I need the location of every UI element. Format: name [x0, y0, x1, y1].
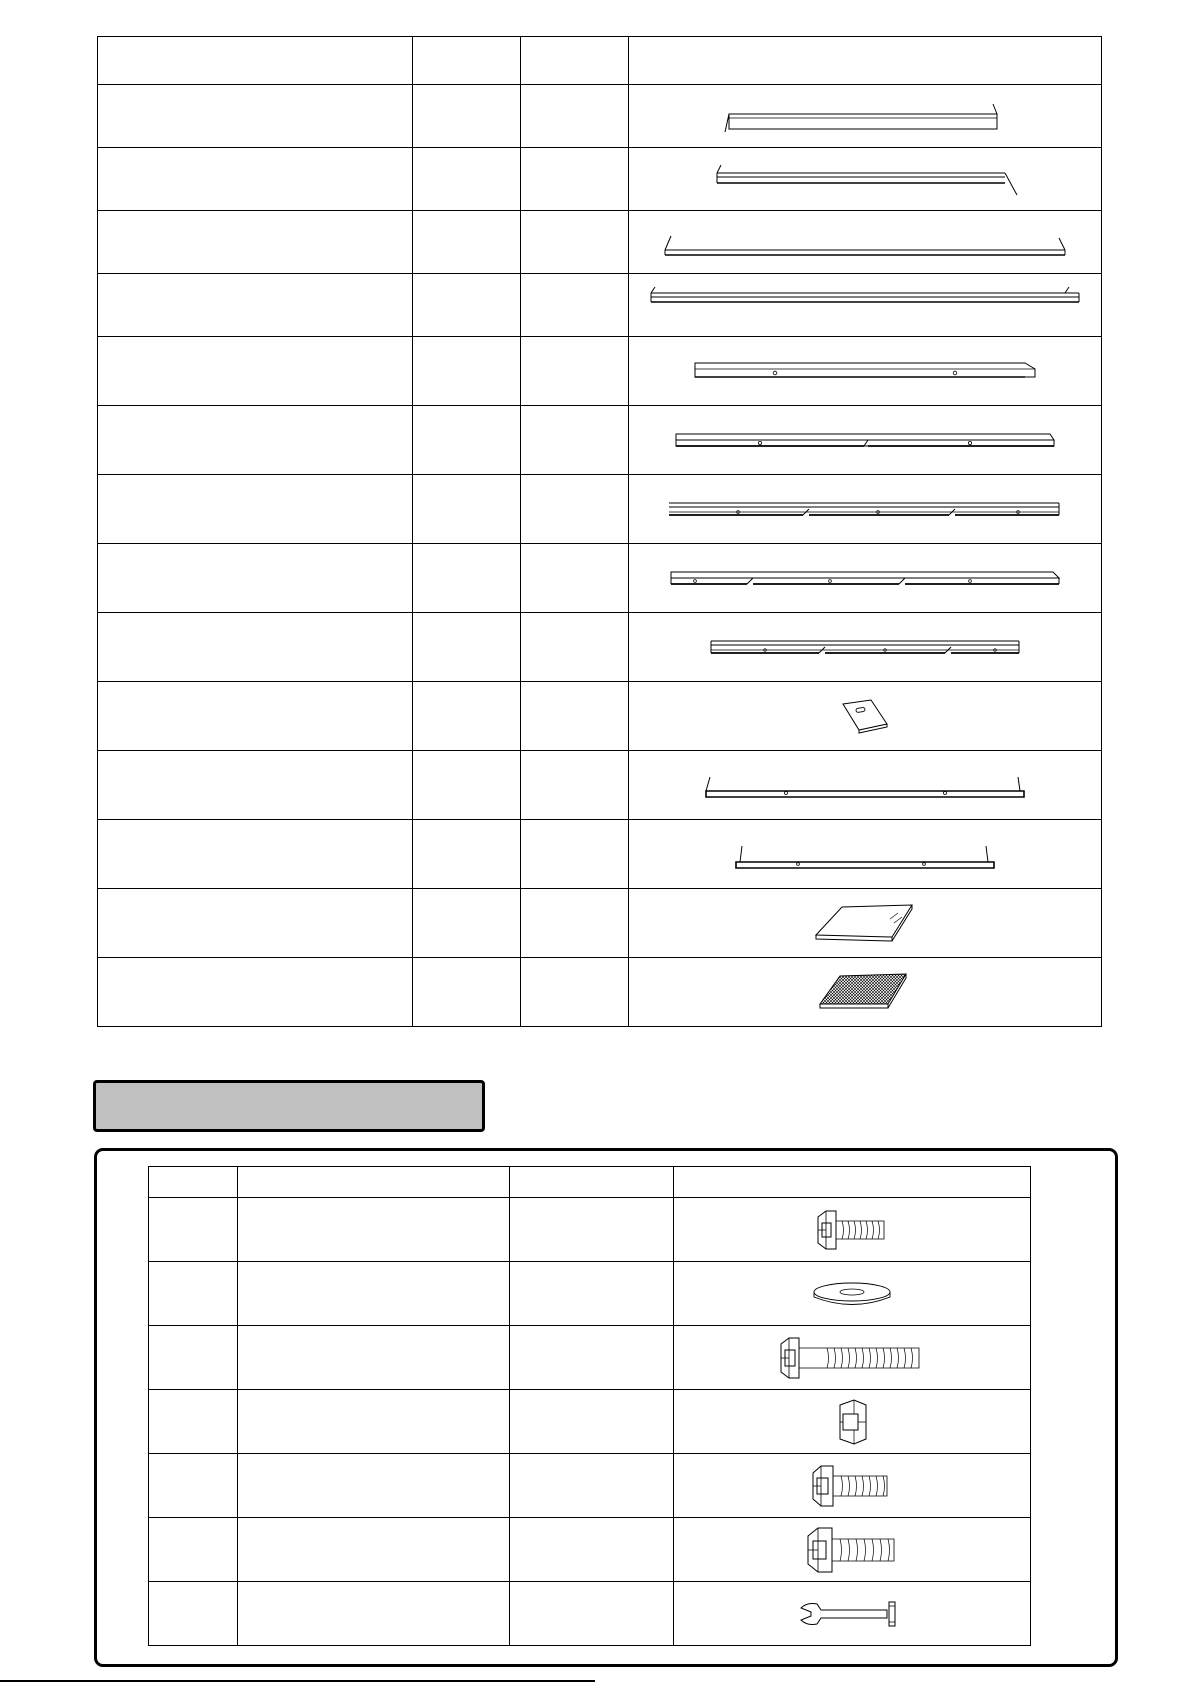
part-name-cell: [98, 958, 413, 1027]
flanged-beam-icon: [700, 765, 1030, 805]
part-code-cell: [413, 820, 521, 889]
short-flanged-beam-icon: [730, 834, 1000, 874]
part-name-cell: [98, 613, 413, 682]
part-code-cell: [413, 337, 521, 406]
hw-code-cell: [149, 1262, 238, 1326]
hw-code-cell: [149, 1582, 238, 1646]
lipped-rail-icon: [705, 159, 1025, 199]
hw-name-cell: [238, 1518, 510, 1582]
short-three-piece-rail-icon: [705, 627, 1025, 667]
part-qty-cell: [521, 337, 629, 406]
part-drawing-cell: [629, 475, 1102, 544]
hw-code-cell: [149, 1326, 238, 1390]
part-qty-cell: [521, 475, 629, 544]
part-name-cell: [98, 544, 413, 613]
hw-drawing-cell: [674, 1262, 1031, 1326]
hex-nut-icon: [832, 1397, 872, 1447]
panel-sheet-icon: [810, 899, 920, 947]
hw-name-cell: [238, 1390, 510, 1454]
table-row: [98, 211, 1102, 274]
part-name-cell: [98, 274, 413, 337]
hw-code-cell: [149, 1390, 238, 1454]
part-name-cell: [98, 148, 413, 211]
part-code-cell: [413, 406, 521, 475]
table-row: [149, 1326, 1031, 1390]
angled-rail-icon: [715, 96, 1015, 136]
long-hex-bolt-icon: [777, 1334, 927, 1382]
part-drawing-cell: [629, 337, 1102, 406]
part-code-cell: [413, 475, 521, 544]
table-row: [98, 613, 1102, 682]
bottom-rule: [0, 1680, 595, 1682]
part-drawing-cell: [629, 889, 1102, 958]
part-name-cell: [98, 406, 413, 475]
part-code-cell: [413, 682, 521, 751]
hardware-table: [148, 1166, 1031, 1646]
part-name-cell: [98, 337, 413, 406]
part-name-cell: [98, 820, 413, 889]
large-hex-bolt-icon: [804, 1524, 900, 1576]
hw-name-cell: [238, 1582, 510, 1646]
hw-drawing-cell: [674, 1198, 1031, 1262]
part-qty-cell: [521, 751, 629, 820]
part-qty-cell: [521, 958, 629, 1027]
hw-drawing-cell: [674, 1454, 1031, 1518]
part-name-cell: [98, 682, 413, 751]
hw-name-cell: [238, 1198, 510, 1262]
part-code-cell: [413, 274, 521, 337]
part-drawing-cell: [629, 958, 1102, 1027]
part-drawing-cell: [629, 682, 1102, 751]
table-row: [149, 1582, 1031, 1646]
part-name-cell: [98, 211, 413, 274]
part-code-cell: [413, 544, 521, 613]
header-cell-1: [98, 37, 413, 85]
part-qty-cell: [521, 613, 629, 682]
hardware-table-header: [149, 1167, 1031, 1198]
short-hex-bolt-icon: [812, 1207, 892, 1253]
table-row: [98, 337, 1102, 406]
part-drawing-cell: [629, 211, 1102, 274]
table-row: [98, 406, 1102, 475]
hw-header-cell-1: [149, 1167, 238, 1198]
part-name-cell: [98, 475, 413, 544]
hw-qty-cell: [510, 1518, 674, 1582]
table-row: [98, 475, 1102, 544]
part-drawing-cell: [629, 406, 1102, 475]
part-drawing-cell: [629, 544, 1102, 613]
table-row: [98, 682, 1102, 751]
header-cell-2: [413, 37, 521, 85]
hw-name-cell: [238, 1454, 510, 1518]
hw-header-cell-3: [510, 1167, 674, 1198]
medium-hex-bolt-icon: [809, 1461, 895, 1511]
table-row: [98, 889, 1102, 958]
hw-header-cell-2: [238, 1167, 510, 1198]
three-piece-rail-icon: [665, 489, 1065, 529]
small-bracket-plate-icon: [835, 694, 895, 738]
table-row: [149, 1454, 1031, 1518]
long-lipped-rail-icon: [645, 285, 1085, 325]
part-code-cell: [413, 613, 521, 682]
hw-header-cell-4: [674, 1167, 1031, 1198]
part-name-cell: [98, 889, 413, 958]
table-row: [98, 274, 1102, 337]
table-row: [98, 751, 1102, 820]
hw-qty-cell: [510, 1198, 674, 1262]
hardware-section-title: [93, 1080, 485, 1132]
three-piece-channel-icon: [665, 558, 1065, 598]
header-cell-4: [629, 37, 1102, 85]
hw-name-cell: [238, 1262, 510, 1326]
part-qty-cell: [521, 406, 629, 475]
hw-code-cell: [149, 1518, 238, 1582]
part-qty-cell: [521, 544, 629, 613]
hw-drawing-cell: [674, 1518, 1031, 1582]
header-cell-3: [521, 37, 629, 85]
part-code-cell: [413, 751, 521, 820]
part-qty-cell: [521, 889, 629, 958]
hw-drawing-cell: [674, 1326, 1031, 1390]
table-row: [149, 1390, 1031, 1454]
hw-code-cell: [149, 1198, 238, 1262]
part-drawing-cell: [629, 274, 1102, 337]
part-code-cell: [413, 148, 521, 211]
hw-qty-cell: [510, 1582, 674, 1646]
part-code-cell: [413, 211, 521, 274]
table-row: [98, 544, 1102, 613]
table-row: [149, 1262, 1031, 1326]
hw-qty-cell: [510, 1262, 674, 1326]
parts-table-header: [98, 37, 1102, 85]
part-drawing-cell: [629, 820, 1102, 889]
long-angled-rail-icon: [655, 222, 1075, 262]
part-qty-cell: [521, 682, 629, 751]
table-row: [98, 148, 1102, 211]
table-row: [149, 1518, 1031, 1582]
part-qty-cell: [521, 211, 629, 274]
hw-qty-cell: [510, 1326, 674, 1390]
table-row: [98, 958, 1102, 1027]
part-qty-cell: [521, 820, 629, 889]
hw-qty-cell: [510, 1454, 674, 1518]
two-piece-channel-icon: [670, 420, 1060, 460]
flat-washer-icon: [807, 1274, 897, 1314]
part-code-cell: [413, 85, 521, 148]
part-drawing-cell: [629, 613, 1102, 682]
part-drawing-cell: [629, 85, 1102, 148]
part-name-cell: [98, 85, 413, 148]
parts-table: [97, 36, 1102, 1027]
holed-channel-icon: [685, 351, 1045, 391]
part-qty-cell: [521, 85, 629, 148]
part-qty-cell: [521, 148, 629, 211]
part-code-cell: [413, 889, 521, 958]
part-drawing-cell: [629, 148, 1102, 211]
part-qty-cell: [521, 274, 629, 337]
mesh-panel-icon: [810, 968, 920, 1016]
hw-drawing-cell: [674, 1390, 1031, 1454]
part-drawing-cell: [629, 751, 1102, 820]
part-name-cell: [98, 751, 413, 820]
open-end-wrench-icon: [797, 1594, 907, 1634]
hw-name-cell: [238, 1326, 510, 1390]
table-row: [98, 85, 1102, 148]
hw-code-cell: [149, 1454, 238, 1518]
hw-drawing-cell: [674, 1582, 1031, 1646]
table-row: [98, 820, 1102, 889]
part-code-cell: [413, 958, 521, 1027]
hw-qty-cell: [510, 1390, 674, 1454]
table-row: [149, 1198, 1031, 1262]
